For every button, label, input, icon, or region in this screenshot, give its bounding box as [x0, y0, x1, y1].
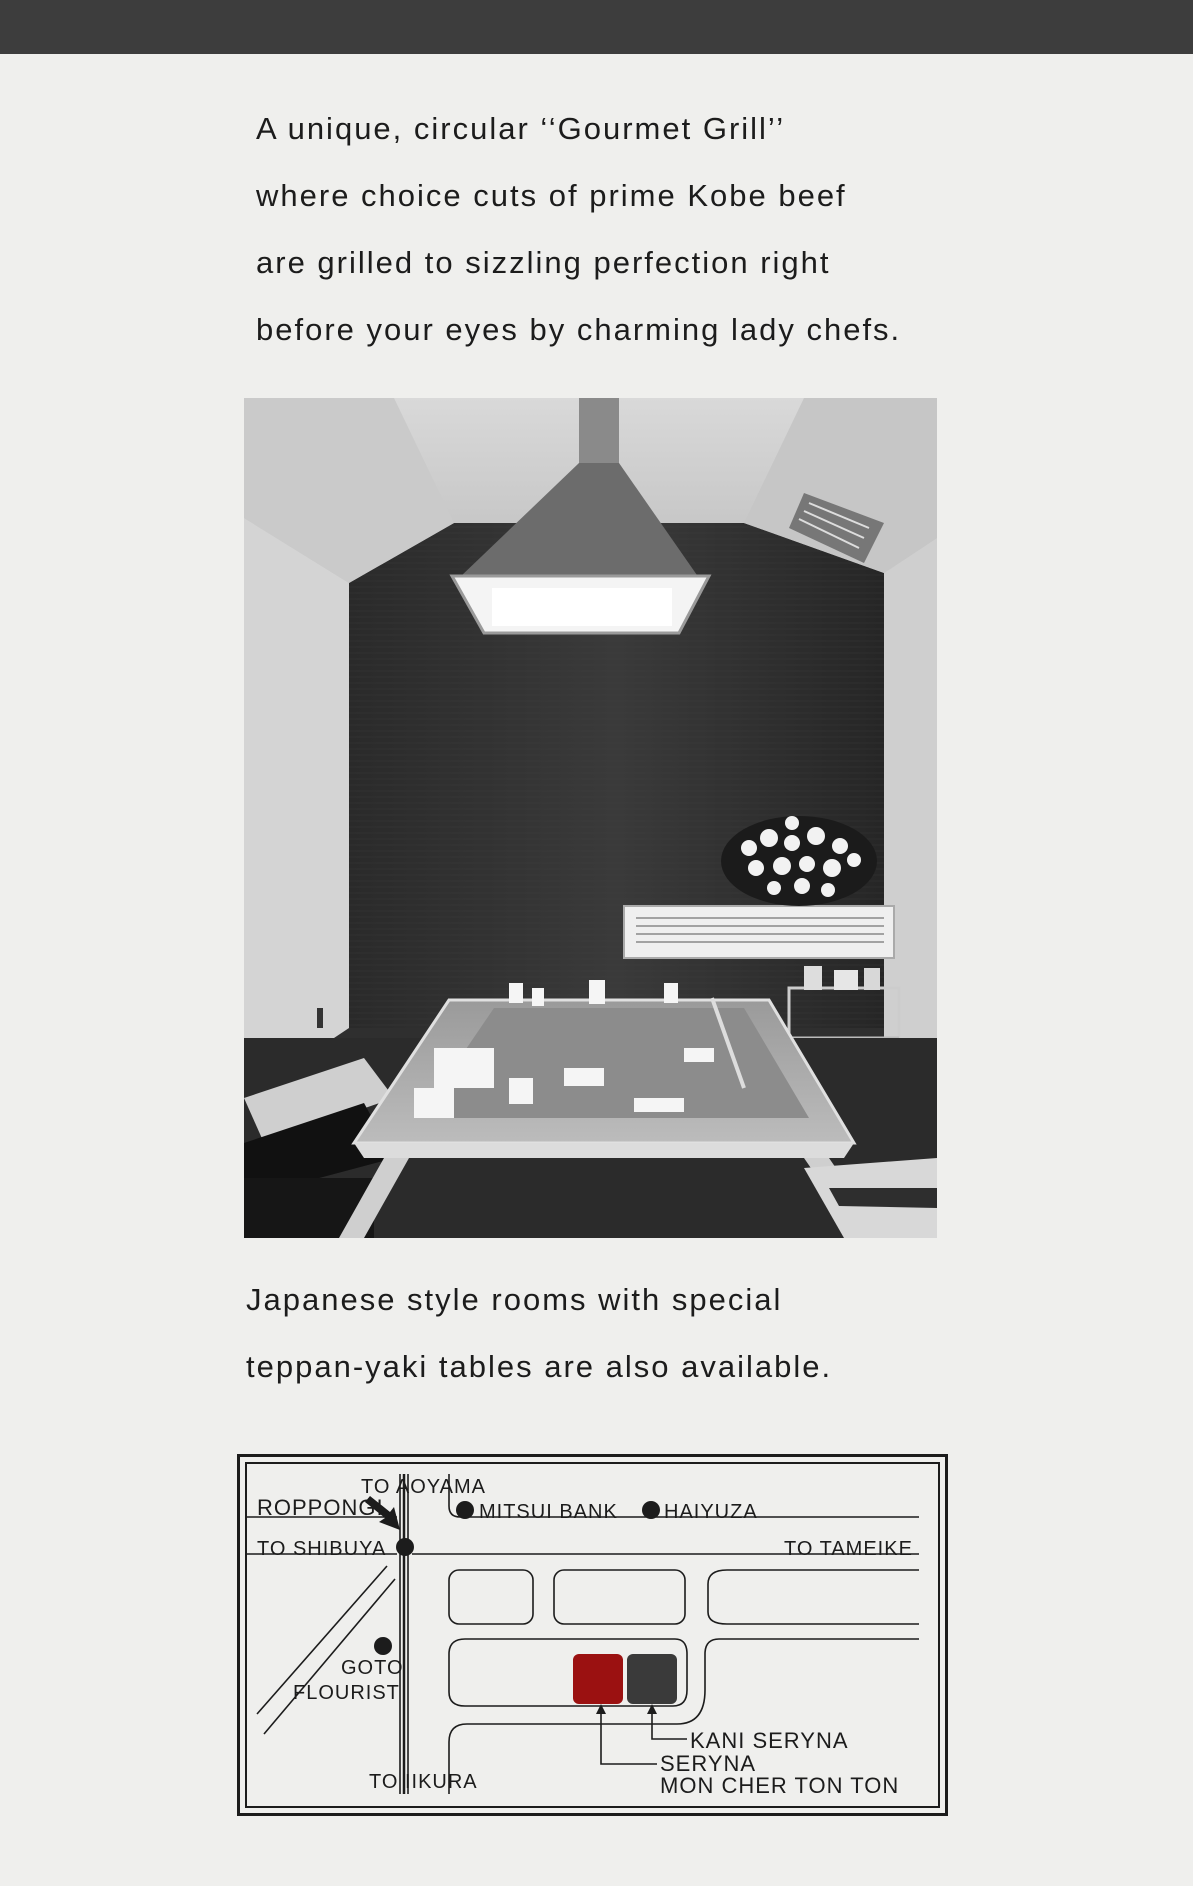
seryna-block	[573, 1654, 623, 1704]
label-to-shibuya: TO SHIBUYA	[257, 1538, 387, 1560]
location-map	[237, 1454, 948, 1816]
intro-paragraph	[256, 95, 901, 363]
label-mon-cher-ton-ton: MON CHER TON TON	[660, 1773, 900, 1798]
label-seryna: SERYNA	[660, 1751, 757, 1776]
label-to-tameike: TO TAMEIKE	[784, 1538, 913, 1560]
intro-line: are grilled to sizzling perfection right	[256, 245, 831, 280]
intro-line: A unique, circular ‘‘Gourmet Grill’’	[256, 111, 786, 146]
label-flourist: FLOURIST	[293, 1682, 400, 1704]
label-kani-seryna: KANI SERYNA	[690, 1728, 849, 1753]
label-haiyuza: HAIYUZA	[664, 1501, 758, 1523]
rooms-line: teppan-yaki tables are also available.	[246, 1349, 833, 1384]
label-to-aoyama: TO AOYAMA	[361, 1476, 486, 1498]
intro-line: where choice cuts of prime Kobe beef	[256, 178, 847, 213]
label-roppongi: ROPPONGI	[257, 1495, 384, 1520]
top-bar	[0, 0, 1193, 54]
intro-line: before your eyes by charming lady chefs.	[256, 312, 902, 347]
rooms-paragraph	[246, 1266, 832, 1400]
label-goto: GOTO	[341, 1657, 404, 1679]
label-to-iikura: TO IIKURA	[369, 1771, 478, 1793]
restaurant-room-photo	[244, 398, 937, 1238]
rooms-line: Japanese style rooms with special	[246, 1282, 783, 1317]
label-mitsui-bank: MITSUI BANK	[479, 1501, 618, 1523]
kani-seryna-block	[627, 1654, 677, 1704]
